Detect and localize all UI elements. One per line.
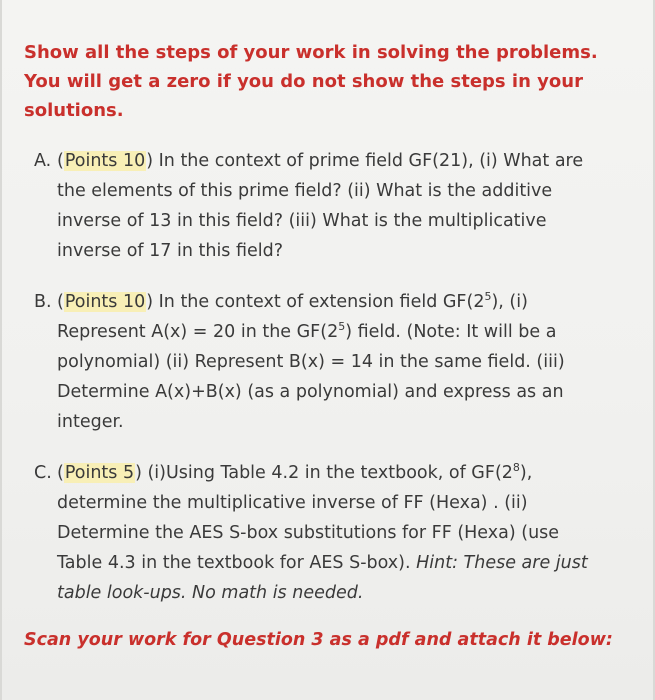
question-b-line-2-end: ) field. (Note: It will be a — [345, 322, 557, 342]
question-b-line-1 — [57, 287, 624, 317]
question-b-line-1-text: ) In the context of extension field GF(2 — [146, 292, 485, 312]
question-b-line-5: integer. — [57, 412, 124, 432]
question-c-line-4-text: Table 4.3 in the textbook for AES S-box). — [57, 553, 417, 573]
question-c-line-3: Determine the AES S-box substitutions for FF (Hexa) (use — [57, 523, 560, 543]
header-line-1: Show all the steps of your work in solving the problems. — [24, 42, 598, 63]
exponent: 5 — [484, 290, 492, 304]
instructions-header — [24, 38, 624, 125]
question-b — [24, 287, 624, 437]
question-b-text — [57, 287, 624, 437]
question-b-line-4: Determine A(x)+B(x) (as a polynomial) and express as an — [57, 382, 564, 402]
points-highlight: Points 5 — [64, 463, 135, 483]
question-a-line-1-text: ) In the context of prime field GF(21), (i) What are — [146, 151, 584, 171]
question-a — [24, 146, 624, 266]
question-a-line-1 — [57, 146, 624, 176]
question-c-line-1-text: ) (i)Using Table 4.2 in the textbook, of GF(2 — [135, 463, 513, 483]
question-a-letter: A. — [34, 151, 52, 171]
question-b-line-3: polynomial) (ii) Represent B(x) = 14 in the same field. (iii) — [57, 352, 565, 372]
points-highlight: Points 10 — [64, 151, 146, 171]
points-open-paren: ( — [57, 151, 64, 171]
document-page — [2, 0, 653, 700]
exponent: 8 — [512, 461, 520, 475]
question-c-letter: C. — [34, 463, 52, 483]
question-c-line-1 — [57, 458, 624, 488]
question-c-line-5: table look-ups. No math is needed. — [57, 583, 364, 603]
question-b-line-2-text: Represent A(x) = 20 in the GF(2 — [57, 322, 339, 342]
exponent: 5 — [338, 320, 346, 334]
question-a-text — [57, 146, 624, 266]
points-highlight: Points 10 — [64, 292, 146, 312]
question-a-line-2: the elements of this prime field? (ii) What is the additive — [57, 181, 553, 201]
points-open-paren: ( — [57, 292, 64, 312]
header-line-3: solutions. — [24, 100, 124, 121]
question-c-line-1-end: ), — [519, 463, 533, 483]
question-c-text — [57, 458, 624, 608]
question-a-line-3: inverse of 13 in this field? (iii) What is the multiplicative — [57, 211, 547, 231]
question-c — [24, 458, 624, 608]
header-line-2: You will get a zero if you do not show the steps in your — [24, 71, 583, 92]
question-b-letter: B. — [34, 292, 52, 312]
hint-text: Hint: These are just — [416, 553, 588, 573]
points-open-paren: ( — [57, 463, 64, 483]
upload-instruction: Scan your work for Question 3 as a pdf and attach it below: — [24, 630, 613, 650]
question-b-line-1-end: ), (i) — [491, 292, 528, 312]
document-content — [24, 38, 624, 654]
question-c-line-2: determine the multiplicative inverse of FF (Hexa) . (ii) — [57, 493, 528, 513]
question-a-line-4: inverse of 17 in this field? — [57, 241, 284, 261]
question-b-line-2 — [57, 317, 624, 347]
question-c-line-4 — [57, 548, 624, 578]
